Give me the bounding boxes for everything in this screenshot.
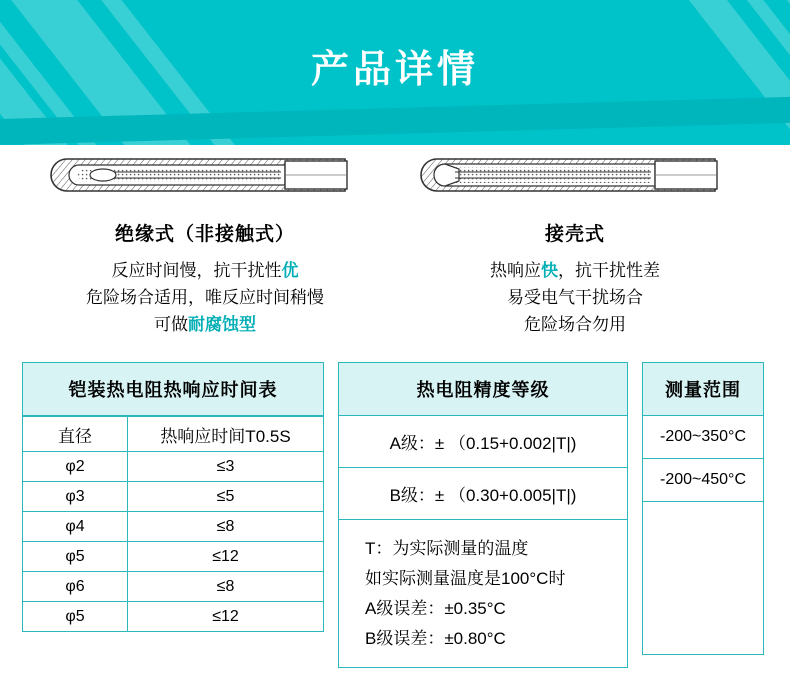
text-part: ，抗干扰性差 (558, 261, 660, 280)
text-highlight: 快 (541, 261, 558, 280)
text-highlight: 耐腐蚀型 (188, 315, 256, 334)
cell-response-time: ≤12 (128, 602, 324, 632)
table-row (23, 482, 323, 512)
note-line: B级误差：±0.80°C (365, 629, 506, 648)
text-part: 热响应 (490, 261, 541, 280)
note-line: 如实际测量温度是100°C时 (365, 569, 566, 588)
probe-svg (45, 145, 365, 211)
accuracy-grade-b: B级：± （0.30+0.005|T|) (339, 468, 627, 520)
table-row (23, 452, 323, 482)
response-time-grid (23, 416, 323, 631)
cell-diameter: φ2 (23, 452, 128, 482)
text-part: 易受电气干扰场合 (507, 288, 643, 307)
accuracy-notes (339, 520, 627, 667)
page-banner (0, 0, 790, 145)
probe-card-grounded (410, 145, 740, 338)
probe-card-insulated (40, 145, 370, 338)
cell-response-time: ≤12 (128, 542, 324, 572)
measuring-range-table-title: 测量范围 (643, 363, 763, 416)
probe-svg (415, 145, 735, 211)
cell-diameter: φ3 (23, 482, 128, 512)
grounded-probe-description (410, 257, 740, 338)
page-title: 产品详情 (310, 49, 479, 91)
measuring-range-table (642, 362, 764, 655)
cell-response-time: ≤3 (128, 452, 324, 482)
table-row (23, 512, 323, 542)
insulated-probe-description (40, 257, 370, 338)
text-part: 危险场合适用，唯反应时间稍慢 (86, 288, 324, 307)
text-part: 危险场合勿用 (524, 315, 626, 334)
text-part: 可做 (154, 315, 188, 334)
grounded-probe-diagram-icon (410, 145, 740, 211)
note-line: T：为实际测量的温度 (365, 539, 529, 558)
response-time-table-title: 铠装热电阻热响应时间表 (23, 363, 323, 416)
cell-diameter: φ6 (23, 572, 128, 602)
cell-diameter: φ4 (23, 512, 128, 542)
text-line (410, 284, 740, 311)
table-header-row (23, 417, 323, 452)
text-line (40, 257, 370, 284)
accuracy-table (338, 362, 628, 668)
table-row (23, 602, 323, 632)
table-row (23, 572, 323, 602)
spec-tables-section (0, 362, 790, 668)
insulated-probe-caption: 绝缘式（非接触式） (114, 224, 295, 245)
text-line (40, 311, 370, 338)
probe-comparison-section (0, 145, 790, 360)
cell-response-time: ≤8 (128, 512, 324, 542)
grounded-probe-caption: 接壳式 (544, 224, 605, 245)
table-row (23, 542, 323, 572)
text-line (410, 257, 740, 284)
text-line (40, 284, 370, 311)
insulated-probe-diagram-icon (40, 145, 370, 211)
accuracy-grade-a: A级：± （0.15+0.002|T|) (339, 416, 627, 468)
note-line: A级误差：±0.35°C (365, 599, 506, 618)
cell-diameter: φ5 (23, 602, 128, 632)
response-time-table (22, 362, 324, 632)
range-value: -200~350°C (643, 416, 763, 459)
cell-diameter: φ5 (23, 542, 128, 572)
text-part: 反应时间慢，抗干扰性 (111, 261, 282, 280)
accuracy-table-title: 热电阻精度等级 (339, 363, 627, 416)
text-highlight: 优 (281, 261, 299, 280)
cell-response-time: ≤5 (128, 482, 324, 512)
range-value: -200~450°C (643, 459, 763, 502)
cell-response-time: ≤8 (128, 572, 324, 602)
range-table-filler (643, 502, 763, 654)
text-line (410, 311, 740, 338)
column-header-response-time: 热响应时间T0.5S (128, 417, 324, 452)
column-header-diameter: 直径 (23, 417, 128, 452)
